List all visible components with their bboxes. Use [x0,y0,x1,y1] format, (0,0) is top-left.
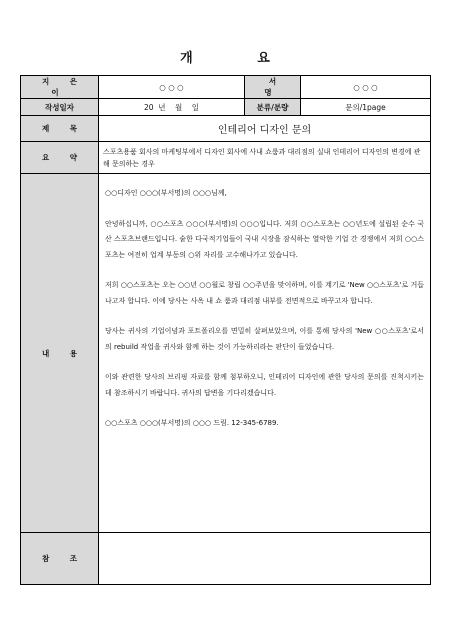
date-value: 20 년 월 일 [99,99,245,116]
category-value: 문의/1page [301,99,431,116]
content-body [99,174,431,533]
category-label: 분류/분량 [245,99,301,116]
date-row [21,99,431,116]
writer-row [21,76,431,99]
writer-label: 지 은 이 [21,76,99,99]
signoff-paragraph: ○○스포츠 ○○○(부서명)의 ○○○ 드림. 12-345-6789. [105,419,279,427]
signature-value: ○ ○ ○ [301,76,431,99]
date-label: 작성일자 [21,99,99,116]
content-row [21,174,431,533]
summary-label: 요 약 [21,142,99,174]
overview-form [20,75,431,585]
greeting-paragraph: ○○디자인 ○○○(부서명)의 ○○○님께, [105,189,227,197]
proposal-paragraph: 당사는 귀사의 기업이념과 포트폴리오를 면밀히 살펴보았으며, 이를 통해 당사의 'New ○○스포츠'로서의 rebuild 작업을 귀사와 함께 하는 것이 가능하리라는 판단이 들었습니다. [105,327,424,351]
request-paragraph: 이와 관련한 당사의 브리핑 자료를 함께 첨부하오니, 인테리어 디자인에 관한 당사의 문의를 진척시키는데 참조하시기 바랍니다. 귀사의 답변을 기다리겠습니다. [105,373,424,397]
content-label: 내 용 [21,174,99,533]
writer-value: ○ ○ ○ [99,76,245,99]
subject-value: 인테리어 디자인 문의 [99,116,431,142]
summary-value: 스포츠용품 회사의 마케팅부에서 디자인 회사에 사내 쇼룸과 대리점의 실내 인테리어 디자인의 변경에 관해 문의하는 경우 [99,142,431,174]
plan-paragraph: 저희 ○○스포츠는 오는 ○○년 ○○월로 창립 ○○주년을 맞이하며, 이를 계기로 'New ○○스포츠'로 거듭나고자 합니다. 이에 당사는 사옥 내 쇼 룸과 대리점 내부를 전면적으로 바꾸고자 합니다. [105,281,424,305]
document-title: 개 요 [180,51,300,66]
reference-label: 참 조 [21,533,99,585]
reference-row [21,533,431,585]
reference-value [99,533,431,585]
intro-paragraph: 안녕하십니까, ○○스포츠 ○○○(부서명)의 ○○○입니다. 저희 ○○스포츠는 ○○년도에 설립된 순수 국산 스포츠브랜드입니다. 숱한 다국적기업들이 국내 시장을 잠식하는 열악한 기업 간 경쟁에서 저희 ○○스포츠는 여전히 업계 부동의 ○위 자리를 고수해나가고 있습니다. [105,219,424,259]
signature-label: 서 명 [245,76,301,99]
subject-row [21,116,431,142]
summary-row [21,142,431,174]
subject-label: 제 목 [21,116,99,142]
